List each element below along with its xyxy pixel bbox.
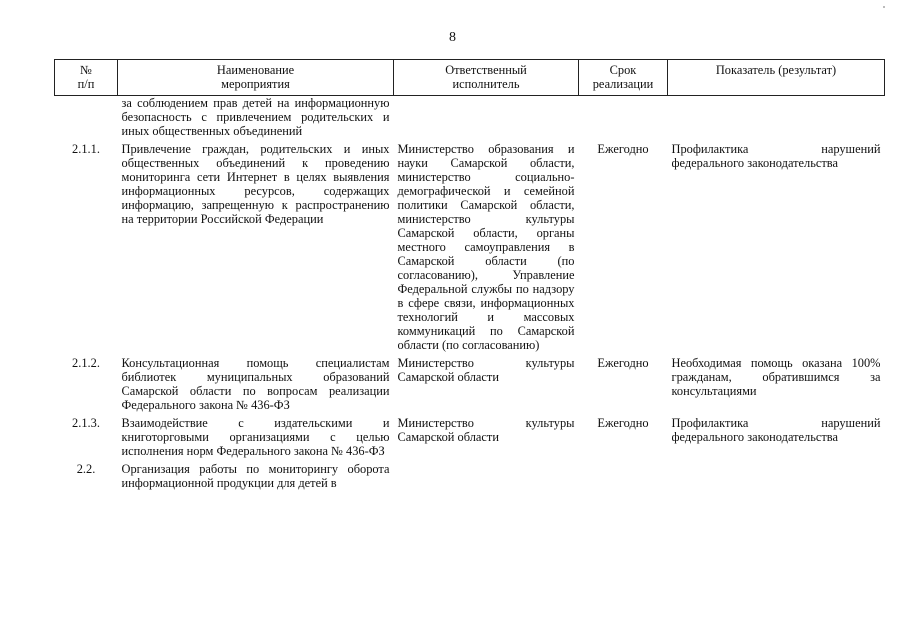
row-result: Профилактика нарушений федерального законодательства [671, 142, 881, 170]
header-row [55, 60, 885, 96]
header-term: Срок реализации [579, 60, 668, 96]
row-name: за соблюдением прав детей на информационную безопасность с привлечением родительских и иных общественных объединений [121, 96, 390, 138]
row-term: Ежегодно [597, 416, 649, 430]
action-plan-table [54, 59, 885, 494]
row-result: Профилактика нарушений федерального законодательства [671, 416, 881, 444]
row-name: Консультационная помощь специалистам библиотек муниципальных образований Самарской области по вопросам реализации Федерального закона № 436-ФЗ [121, 356, 390, 412]
row-number: 2.1.1. [72, 142, 100, 156]
row-term: Ежегодно [597, 356, 649, 370]
header-executor: Ответственный исполнитель [394, 60, 579, 96]
table-row [55, 416, 885, 462]
row-result [668, 96, 885, 143]
table-row [55, 96, 885, 143]
table-row [55, 356, 885, 416]
row-name: Взаимодействие с издательскими и книготорговыми организациями с целью исполнения норм Федерального закона № 436-ФЗ [121, 416, 390, 458]
header-name: Наименование мероприятия [118, 60, 394, 96]
row-number: 2.2. [76, 462, 96, 476]
header-num: № п/п [55, 60, 118, 96]
page-number: 8 [449, 30, 456, 45]
row-number: 2.1.3. [72, 416, 100, 430]
table-row [55, 462, 885, 494]
row-executor [394, 96, 579, 143]
row-executor: Министерство культуры Самарской области [397, 416, 575, 444]
row-executor: Министерство культуры Самарской области [397, 356, 575, 384]
row-name: Организация работы по мониторингу оборота информационной продукции для детей в [121, 462, 390, 490]
row-term: Ежегодно [597, 142, 649, 156]
scan-speck [883, 6, 885, 8]
row-name: Привлечение граждан, родительских и иных общественных объединений к проведению мониторинга сети Интернет в целях выявления информационных ресурсов, содержащих информацию, запрещенную к распространению на территории Российской Федерации [121, 142, 390, 226]
row-executor [394, 462, 579, 494]
row-term [579, 96, 668, 143]
table-body [55, 96, 885, 495]
row-executor: Министерство образования и науки Самарской области, министерство социально-демографической и семейной политики Самарской области, министерство культуры Самарской области, органы местного самоуправления в Самарской области (по согласованию), Управление Федеральной службы по надзору в сфере связи, информационных технологий и массовых коммуникаций по Самарской области (по согласованию) [397, 142, 575, 352]
table-row [55, 142, 885, 356]
row-term [579, 462, 668, 494]
table-header [55, 60, 885, 96]
row-result [668, 462, 885, 494]
header-result: Показатель (результат) [668, 60, 885, 96]
row-result: Необходимая помощь оказана 100% гражданам, обратившимся за консультациями [671, 356, 881, 398]
row-number: 2.1.2. [72, 356, 100, 370]
row-number [55, 96, 118, 143]
